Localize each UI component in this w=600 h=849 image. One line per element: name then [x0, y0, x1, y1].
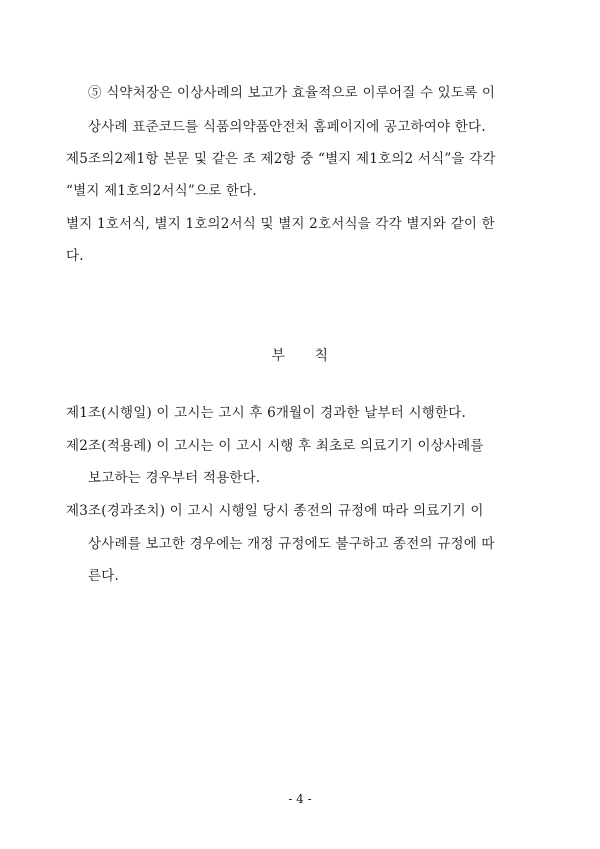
supplementary-provisions-title: 부 칙: [271, 348, 329, 364]
article-2-line-1: 제2조(적용례) 이 고시는 이 고시 시행 후 최초로 의료기기 이상사례를: [66, 438, 484, 454]
amendment-line-1: 제5조의2제1항 본문 및 같은 조 제2항 중 “별지 제1호의2 서식”을 각각: [66, 151, 496, 167]
paragraph-5-line-2: 상사례 표준코드를 식품의약품안전처 홈페이지에 공고하여야 한다.: [88, 119, 486, 135]
paragraph-5-line-1: ⑤ 식약처장은 이상사례의 보고가 효율적으로 이루어질 수 있도록 이: [88, 85, 496, 101]
article-3-line-1: 제3조(경과조치) 이 고시 시행일 당시 종전의 규정에 따라 의료기기 이: [66, 503, 484, 519]
page-number: - 4 -: [288, 792, 312, 806]
article-1-line: 제1조(시행일) 이 고시는 고시 후 6개월이 경과한 날부터 시행한다.: [66, 405, 466, 421]
article-2-line-2: 보고하는 경우부터 적용한다.: [88, 470, 261, 486]
forms-line-1: 별지 1호서식, 별지 1호의2서식 및 별지 2호서식을 각각 별지와 같이 한: [66, 216, 495, 232]
article-3-line-3: 른다.: [88, 568, 119, 584]
forms-line-2: 다.: [66, 248, 84, 264]
amendment-line-2: “별지 제1호의2서식”으로 한다.: [66, 183, 257, 199]
article-3-line-2: 상사례를 보고한 경우에는 개정 규정에도 불구하고 종전의 규정에 따: [88, 536, 495, 552]
